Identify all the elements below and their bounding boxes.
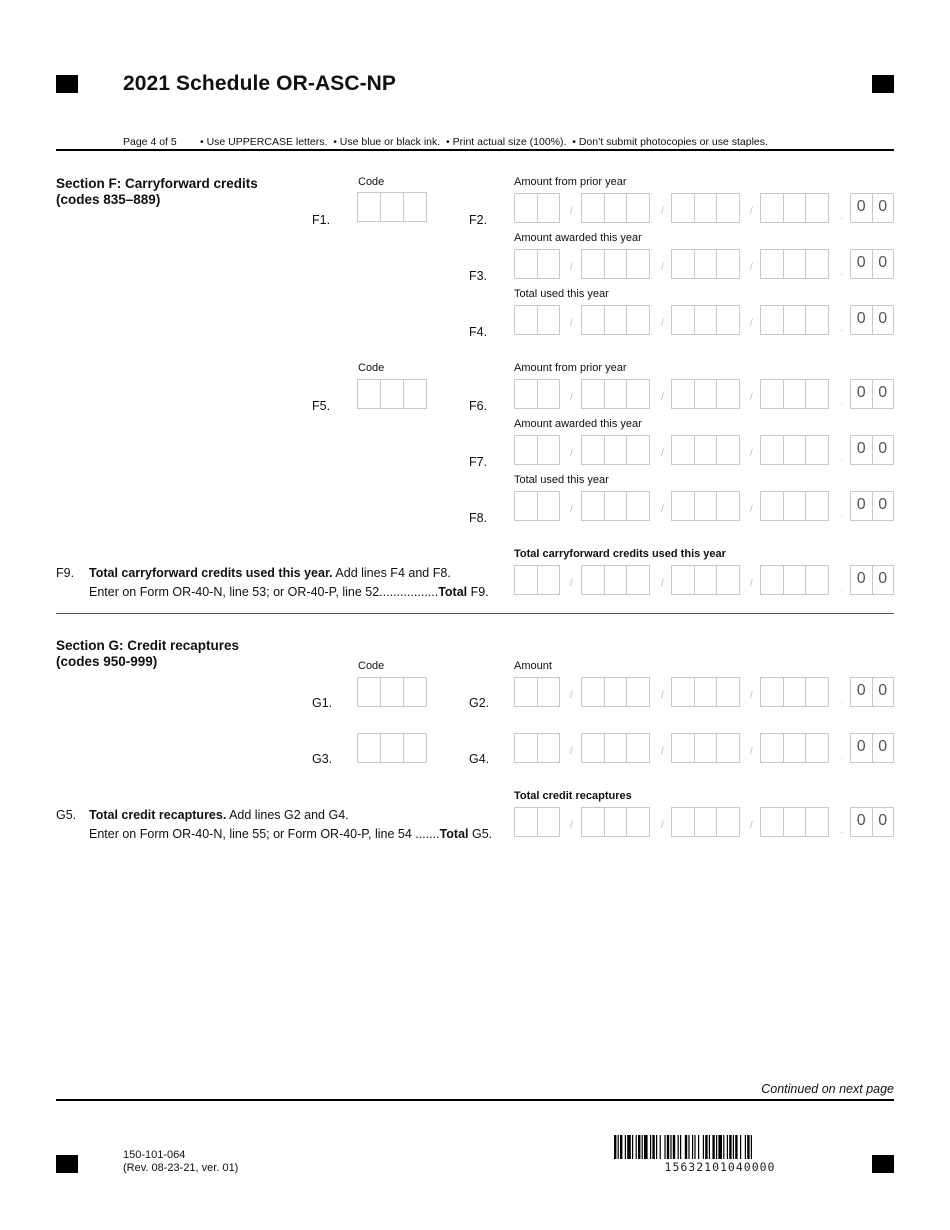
cents-digit: 0 [878,198,888,215]
cents-digit: 0 [851,492,873,520]
line-g5-description: Total credit recaptures. Add lines G2 and G4. Enter on Form OR-40-N, line 55; or Form OR-40-P, line 54 .......Total G5. [89,808,493,841]
barcode-bar [712,1135,714,1159]
thousands-separator: / [570,206,573,217]
thousands-separator: / [750,206,753,217]
line-f5-label: F5. [312,399,331,413]
registration-mark-bottom-right [872,1155,894,1173]
line-g2-label: G2. [469,696,490,710]
barcode-number: 15632101040000 [664,1160,776,1174]
barcode-bar [685,1135,687,1159]
barcode-bar [705,1135,707,1159]
digit-group [514,491,560,521]
decimal-point: . [840,751,843,762]
barcode-bar [644,1135,648,1159]
barcode-bar [692,1135,693,1159]
cents-box [850,565,894,595]
barcode-bar [733,1135,734,1159]
digit-group [671,677,740,707]
total-used-label-f4: Total used this year [514,288,609,300]
line-f9-description: Total carryforward credits used this year. Add lines F4 and F8. Enter on Form OR-40-N, line 53; or OR-40-P, line 52.................Total F9. [89,566,489,599]
digit-group [760,565,829,595]
code-input-g1[interactable] [357,677,427,707]
line-f9-number: F9. [56,566,75,580]
digit-group [514,305,560,335]
digit-group [581,305,650,335]
thousands-separator: / [570,820,573,831]
barcode-bar [614,1135,616,1159]
thousands-separator: / [661,392,664,403]
cents-digit: 0 [878,570,888,587]
barcode-bar [751,1135,752,1159]
thousands-separator: / [750,392,753,403]
cents-box [850,435,894,465]
decimal-point: . [840,211,843,222]
cents-digit: 0 [851,194,873,222]
barcode-bar [660,1135,661,1159]
digit-group [671,249,740,279]
line-f8-label: F8. [469,511,488,525]
barcode-bar [745,1135,746,1159]
line-g4-label: G4. [469,752,490,766]
form-title: 2021 Schedule OR-ASC-NP [123,72,397,95]
section-f-heading: Section F: Carryforward credits (codes 835–889) [56,176,258,207]
print-instructions: • Use UPPERCASE letters. • Use blue or black ink. • Print actual size (100%). • Don’t submit photocopies or use staples. [200,136,768,148]
decimal-point: . [840,825,843,836]
line-g1-label: G1. [312,696,333,710]
digit-group [581,249,650,279]
digit-group [581,807,650,837]
thousands-separator: / [750,820,753,831]
digit-group [760,193,829,223]
thousands-separator: / [661,578,664,589]
total-recaptures-label: Total credit recaptures [514,790,632,802]
line-f3-label: F3. [469,269,488,283]
thousands-separator: / [570,690,573,701]
code-input-f1[interactable] [357,192,427,222]
line-f6-label: F6. [469,399,488,413]
code-label-f5: Code [358,362,385,374]
thousands-separator: / [570,578,573,589]
thousands-separator: / [661,504,664,515]
barcode-bar [723,1135,724,1159]
barcode-bar [620,1135,622,1159]
cents-box [850,677,894,707]
barcode-bar [670,1135,671,1159]
cents-digit: 0 [851,306,873,334]
barcode-bar [718,1135,722,1159]
digit-group [514,435,560,465]
cents-box [850,491,894,521]
cents-digit: 0 [851,380,873,408]
cents-digit: 0 [878,254,888,271]
thousands-separator: / [570,262,573,273]
digit-group [514,807,560,837]
cents-digit: 0 [851,250,873,278]
thousands-separator: / [661,746,664,757]
thousands-separator: / [750,746,753,757]
line-g3-label: G3. [312,752,333,766]
barcode-bar [698,1135,699,1159]
cents-digit: 0 [851,734,873,762]
cents-box [850,379,894,409]
cents-digit: 0 [851,808,873,836]
barcode-bar [642,1135,643,1159]
amount-prior-label-f6: Amount from prior year [514,362,627,374]
code-input-g3[interactable] [357,733,427,763]
cents-digit: 0 [878,812,888,829]
section-divider [56,613,894,614]
digit-group [514,677,560,707]
thousands-separator: / [570,746,573,757]
amount-awarded-label-f3: Amount awarded this year [514,232,642,244]
thousands-separator: / [750,578,753,589]
digit-group [671,435,740,465]
thousands-separator: / [570,392,573,403]
cents-digit: 0 [878,310,888,327]
barcode-bar [688,1135,689,1159]
total-used-label-f8: Total used this year [514,474,609,486]
digit-group [760,249,829,279]
thousands-separator: / [570,318,573,329]
decimal-point: . [840,267,843,278]
digit-group [581,193,650,223]
digit-group [760,435,829,465]
page-number: Page 4 of 5 [123,136,177,148]
thousands-separator: / [661,318,664,329]
amount-awarded-label-f7: Amount awarded this year [514,418,642,430]
thousands-separator: / [750,318,753,329]
cents-box [850,733,894,763]
digit-group [581,733,650,763]
thousands-separator: / [570,504,573,515]
barcode-bar [729,1135,731,1159]
code-input-f5[interactable] [357,379,427,409]
registration-mark-bottom-left [56,1155,78,1173]
decimal-point: . [840,695,843,706]
thousands-separator: / [661,206,664,217]
digit-group [514,193,560,223]
digit-group [671,305,740,335]
digit-group [671,379,740,409]
barcode-bar [740,1135,741,1159]
thousands-separator: / [750,504,753,515]
barcode-bar [673,1135,675,1159]
thousands-separator: / [750,448,753,459]
thousands-separator: / [661,690,664,701]
cents-digit: 0 [878,682,888,699]
digit-group [514,565,560,595]
decimal-point: . [840,583,843,594]
cents-box [850,305,894,335]
digit-group [514,379,560,409]
barcode-bar [656,1135,657,1159]
digit-group [514,733,560,763]
cents-digit: 0 [878,384,888,401]
barcode-bar [618,1135,619,1159]
barcode-bar [632,1135,633,1159]
amount-prior-label-f2: Amount from prior year [514,176,627,188]
barcode-bar [680,1135,681,1159]
digit-group [671,733,740,763]
decimal-point: . [840,323,843,334]
total-carryforward-label: Total carryforward credits used this year [514,548,726,560]
cents-digit: 0 [851,436,873,464]
barcode-bar [636,1135,637,1159]
cents-box [850,193,894,223]
barcode-bar [625,1135,626,1159]
decimal-point: . [840,397,843,408]
thousands-separator: / [661,262,664,273]
digit-group [760,379,829,409]
thousands-separator: / [750,690,753,701]
line-f7-label: F7. [469,455,488,469]
continued-note: Continued on next page [761,1082,894,1096]
barcode-bar [664,1135,665,1159]
barcode-bar [716,1135,717,1159]
barcode-bar [709,1135,710,1159]
digit-group [581,677,650,707]
digit-group [760,733,829,763]
digit-group [671,565,740,595]
barcode-bar [627,1135,631,1159]
form-number: 150-101-064 (Rev. 08-23-21, ver. 01) [123,1149,239,1174]
digit-group [514,249,560,279]
digit-group [581,435,650,465]
thousands-separator: / [570,448,573,459]
amount-label-g2: Amount [514,660,552,672]
barcode-bar [678,1135,679,1159]
digit-group [581,491,650,521]
section-g-heading: Section G: Credit recaptures (codes 950-999) [56,638,240,669]
line-f4-label: F4. [469,325,488,339]
digit-group [671,193,740,223]
digit-group [671,491,740,521]
barcode-bar [638,1135,640,1159]
barcode [614,1135,826,1159]
registration-mark-top-right [872,75,894,93]
cents-digit: 0 [851,566,873,594]
registration-mark-top-left [56,75,78,93]
barcode-bar [735,1135,737,1159]
line-g5-number: G5. [56,808,77,822]
barcode-bar [667,1135,669,1159]
cents-box [850,249,894,279]
digit-group [760,807,829,837]
digit-group [760,677,829,707]
digit-group [760,491,829,521]
digit-group [671,807,740,837]
barcode-bar [652,1135,654,1159]
thousands-separator: / [661,448,664,459]
cents-digit: 0 [878,496,888,513]
header-rule [56,149,894,151]
cents-digit: 0 [878,440,888,457]
cents-box [850,807,894,837]
barcode-bar [694,1135,695,1159]
line-f2-label: F2. [469,213,488,227]
footer-rule [56,1099,894,1101]
digit-group [760,305,829,335]
decimal-point: . [840,509,843,520]
digit-group [581,379,650,409]
code-label-g1: Code [358,660,385,672]
cents-digit: 0 [878,738,888,755]
barcode-bar [727,1135,728,1159]
digit-group [581,565,650,595]
decimal-point: . [840,453,843,464]
thousands-separator: / [661,820,664,831]
code-label-f1: Code [358,176,385,188]
barcode-bar [650,1135,651,1159]
barcode-bar [703,1135,704,1159]
line-f1-label: F1. [312,213,331,227]
thousands-separator: / [750,262,753,273]
cents-digit: 0 [851,678,873,706]
barcode-bar [747,1135,749,1159]
